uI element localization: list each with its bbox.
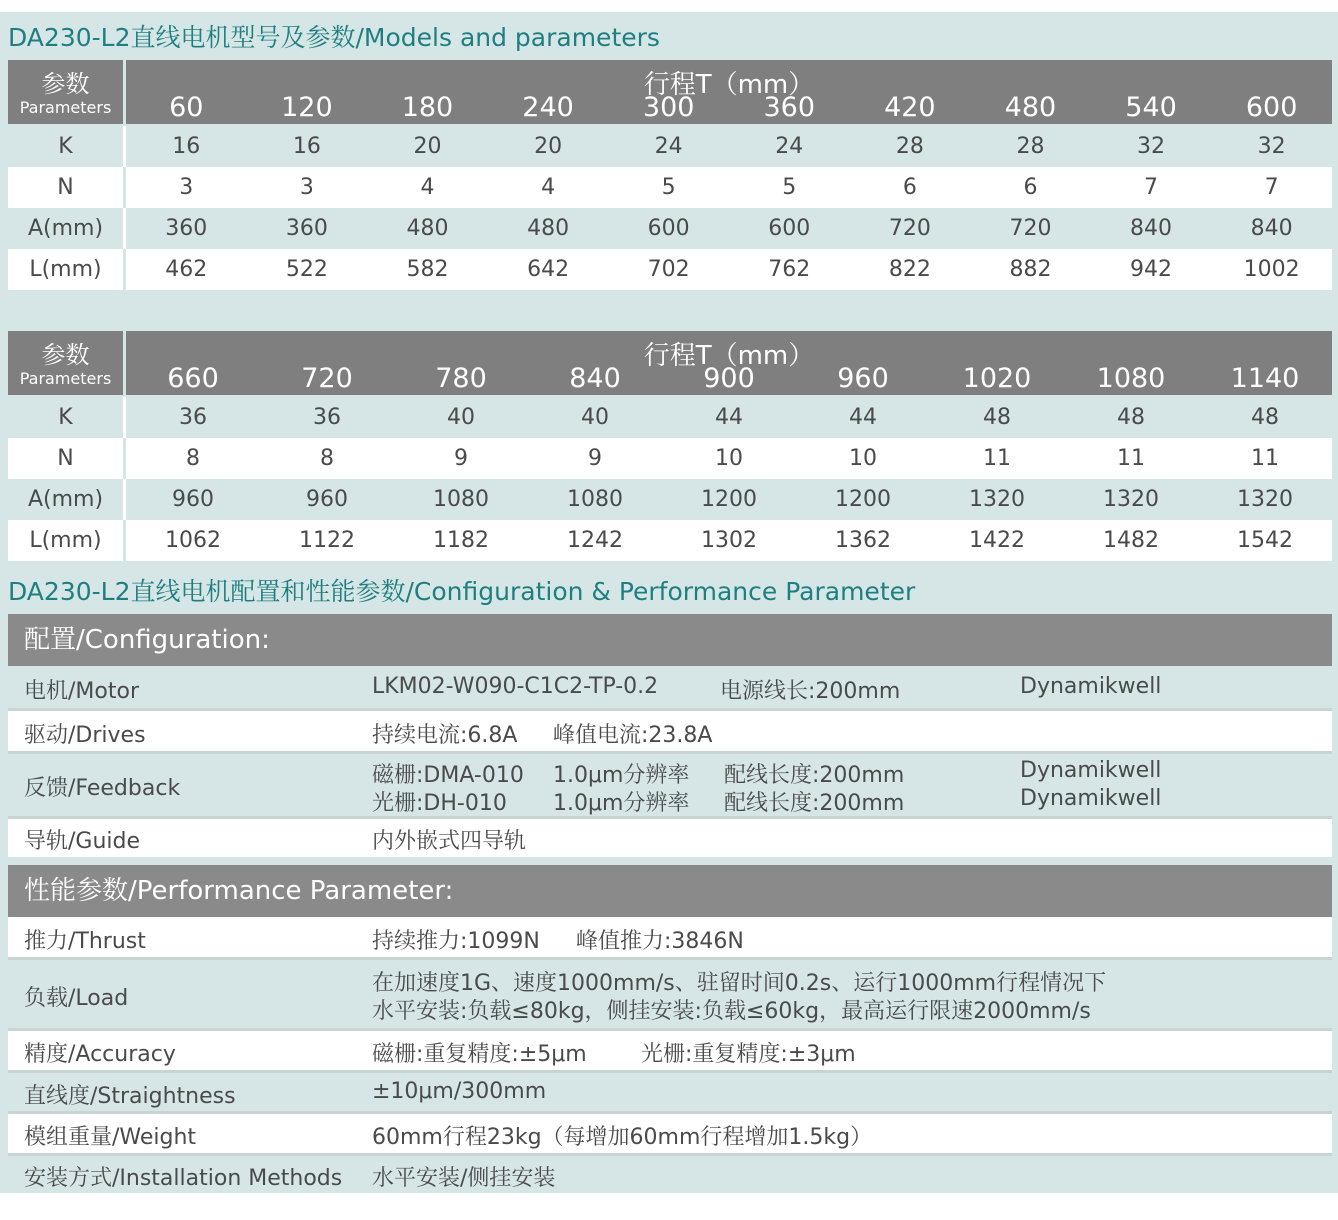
cell: 720	[888, 216, 931, 241]
stroke-value: 600	[1245, 92, 1298, 123]
feedback-res-2: 1.0μm分辨率	[553, 791, 690, 816]
param-label	[8, 60, 126, 124]
thrust-row	[8, 917, 1332, 957]
cell: 5	[661, 175, 676, 200]
cell: 5	[782, 175, 797, 200]
cell: 28	[895, 134, 924, 159]
param-label-en: Parameters	[19, 369, 112, 388]
cell: 16	[292, 134, 321, 159]
stroke-value: 240	[522, 92, 574, 123]
stroke-value: 480	[1004, 92, 1057, 123]
cell: 36	[313, 405, 341, 430]
stroke-value: 1140	[1230, 363, 1300, 394]
stroke-value: 60	[169, 92, 204, 123]
config-title: DA230-L2直线电机配置和性能参数/Configuration & Performance Parameter	[8, 577, 916, 606]
cell: 822	[888, 257, 931, 282]
cell: 1542	[1237, 528, 1293, 553]
feedback-label: 反馈/Feedback	[24, 776, 181, 801]
thrust-peak: 峰值推力:3846N	[576, 929, 744, 954]
table-row	[8, 438, 1332, 479]
weight-row	[8, 1114, 1332, 1153]
param-label-zh: 参数	[41, 341, 90, 369]
cell: 1242	[567, 528, 623, 553]
cell: 16	[172, 134, 201, 159]
straightness-label: 直线度/Straightness	[24, 1084, 236, 1109]
cell: 40	[447, 405, 475, 430]
cell: 942	[1130, 257, 1173, 282]
cell: 9	[454, 446, 468, 471]
cell: 960	[172, 487, 214, 512]
cell: 4	[541, 175, 556, 200]
performance-header: 性能参数/Performance Parameter:	[8, 865, 1332, 917]
cell: 10	[715, 446, 743, 471]
feedback-res-1: 1.0μm分辨率	[553, 763, 690, 788]
cell: 1200	[835, 487, 891, 512]
stroke-value: 1080	[1096, 363, 1166, 394]
config-header: 配置/Configuration:	[8, 614, 1332, 666]
install-row	[8, 1156, 1332, 1193]
cell: 462	[165, 257, 208, 282]
stroke-value: 660	[167, 363, 219, 394]
row-label: A(mm)	[8, 208, 126, 249]
accuracy-magnetic: 磁栅:重复精度:±5μm	[372, 1042, 587, 1067]
feedback-type-1: 磁栅:DMA-010	[372, 763, 524, 788]
cell: 24	[775, 134, 804, 159]
table-row	[8, 167, 1332, 208]
cell: 882	[1009, 257, 1052, 282]
cell: 600	[647, 216, 690, 241]
drives-row	[8, 711, 1332, 751]
cell: 44	[849, 405, 877, 430]
load-row	[8, 960, 1332, 1028]
cell: 48	[1117, 405, 1145, 430]
cell: 642	[527, 257, 570, 282]
cell: 20	[413, 134, 442, 159]
stroke-value: 780	[435, 363, 487, 394]
feedback-cable-1: 配线长度:200mm	[724, 763, 905, 788]
cell: 1320	[1237, 487, 1293, 512]
cell: 40	[581, 405, 609, 430]
drives-label: 驱动/Drives	[24, 723, 146, 748]
row-label: N	[8, 167, 126, 208]
param-label	[8, 331, 126, 395]
row-label: L(mm)	[8, 520, 126, 561]
cell: 28	[1016, 134, 1045, 159]
cell: 10	[849, 446, 877, 471]
feedback-brand-1: Dynamikwell	[1020, 758, 1162, 783]
cell: 36	[179, 405, 207, 430]
feedback-type-2: 光栅:DH-010	[372, 791, 507, 816]
param-label-en: Parameters	[19, 98, 112, 117]
param-label-zh: 参数	[41, 70, 90, 98]
motor-row	[8, 666, 1332, 708]
table-row	[8, 397, 1332, 438]
load-line-2: 水平安装:负载≤80kg，侧挂安装:负载≤60kg，最高运行限速2000mm/s	[372, 999, 1091, 1024]
cell: 7	[1144, 175, 1159, 200]
straightness-row	[8, 1073, 1332, 1111]
install-value: 水平安装/侧挂安装	[372, 1166, 556, 1191]
cell: 960	[306, 487, 348, 512]
cell: 24	[654, 134, 683, 159]
cell: 32	[1137, 134, 1166, 159]
stroke-value: 360	[763, 92, 816, 123]
table-row	[8, 249, 1332, 290]
cell: 8	[186, 446, 200, 471]
cell: 3	[179, 175, 194, 200]
cell: 6	[1023, 175, 1038, 200]
stroke-label: 行程T（mm）	[643, 341, 815, 371]
row-label: A(mm)	[8, 479, 126, 520]
table-row	[8, 208, 1332, 249]
cell: 360	[285, 216, 328, 241]
cell: 1002	[1243, 257, 1300, 282]
stroke-values	[126, 363, 1332, 395]
cell: 522	[285, 257, 328, 282]
table-row	[8, 479, 1332, 520]
cell: 480	[406, 216, 449, 241]
accuracy-optical: 光栅:重复精度:±3μm	[641, 1042, 856, 1067]
cell: 48	[1251, 405, 1279, 430]
load-label: 负载/Load	[24, 986, 129, 1011]
cell: 11	[983, 446, 1011, 471]
stroke-value: 540	[1125, 92, 1177, 123]
cell: 1182	[433, 528, 489, 553]
cell: 1320	[1103, 487, 1159, 512]
cell: 8	[320, 446, 334, 471]
accuracy-row	[8, 1031, 1332, 1070]
stroke-value: 900	[703, 363, 755, 394]
cell: 1302	[701, 528, 757, 553]
row-label: K	[8, 397, 126, 438]
cell: 3	[299, 175, 314, 200]
install-label: 安装方式/Installation Methods	[24, 1166, 343, 1191]
guide-row	[8, 819, 1332, 857]
stroke-value: 960	[837, 363, 889, 394]
row-label: N	[8, 438, 126, 479]
thrust-label: 推力/Thrust	[24, 929, 146, 954]
cell: 32	[1257, 134, 1286, 159]
stroke-value: 180	[401, 92, 454, 123]
cell: 702	[647, 257, 690, 282]
cell: 582	[406, 257, 449, 282]
weight-value: 60mm行程23kg（每增加60mm行程增加1.5kg）	[372, 1125, 873, 1150]
row-label: K	[8, 126, 126, 167]
stroke-value: 840	[569, 363, 621, 394]
feedback-row	[8, 754, 1332, 816]
cell: 1362	[835, 528, 891, 553]
weight-label: 模组重量/Weight	[24, 1125, 197, 1150]
feedback-cable-2: 配线长度:200mm	[724, 791, 905, 816]
cell: 11	[1251, 446, 1279, 471]
cell: 6	[902, 175, 917, 200]
cell: 762	[768, 257, 811, 282]
cell: 20	[534, 134, 563, 159]
cell: 840	[1250, 216, 1293, 241]
stroke-value: 120	[281, 92, 333, 123]
stroke-value: 720	[301, 363, 353, 394]
cell: 7	[1264, 175, 1279, 200]
cell: 1122	[299, 528, 355, 553]
models-title: DA230-L2直线电机型号及参数/Models and parameters	[8, 23, 660, 52]
cell: 480	[527, 216, 570, 241]
table-row	[8, 126, 1332, 167]
motor-brand: Dynamikwell	[1020, 674, 1162, 699]
cell: 48	[983, 405, 1011, 430]
table-row	[8, 520, 1332, 561]
stroke-value: 1020	[962, 363, 1032, 394]
motor-cable: 电源线长:200mm	[720, 679, 901, 704]
motor-label: 电机/Motor	[24, 679, 139, 704]
drives-peak: 峰值电流:23.8A	[553, 723, 713, 748]
guide-label: 导轨/Guide	[24, 829, 141, 854]
feedback-brand-2: Dynamikwell	[1020, 786, 1162, 811]
cell: 1080	[433, 487, 489, 512]
stroke-label: 行程T（mm）	[643, 70, 815, 100]
stroke-value: 300	[642, 92, 695, 123]
cell: 1320	[969, 487, 1025, 512]
cell: 4	[420, 175, 435, 200]
stroke-value: 420	[884, 92, 936, 123]
guide-value: 内外嵌式四导轨	[372, 829, 527, 854]
accuracy-label: 精度/Accuracy	[24, 1042, 176, 1067]
cell: 9	[588, 446, 602, 471]
thrust-continuous: 持续推力:1099N	[372, 929, 540, 954]
cell: 1062	[165, 528, 221, 553]
cell: 360	[165, 216, 208, 241]
drives-continuous: 持续电流:6.8A	[372, 723, 518, 748]
table-header	[8, 60, 1332, 124]
cell: 11	[1117, 446, 1145, 471]
cell: 44	[715, 405, 743, 430]
cell: 1482	[1103, 528, 1159, 553]
cell: 1080	[567, 487, 623, 512]
cell: 1200	[701, 487, 757, 512]
cell: 600	[768, 216, 811, 241]
load-line-1: 在加速度1G、速度1000mm/s、驻留时间0.2s、运行1000mm行程情况下	[372, 971, 1107, 996]
stroke-values	[126, 92, 1332, 124]
row-label: L(mm)	[8, 249, 126, 290]
cell: 840	[1130, 216, 1173, 241]
straightness-value: ±10μm/300mm	[372, 1079, 547, 1104]
table-header	[8, 331, 1332, 395]
cell: 720	[1009, 216, 1052, 241]
cell: 1422	[969, 528, 1025, 553]
motor-model: LKM02-W090-C1C2-TP-0.2	[372, 674, 659, 699]
